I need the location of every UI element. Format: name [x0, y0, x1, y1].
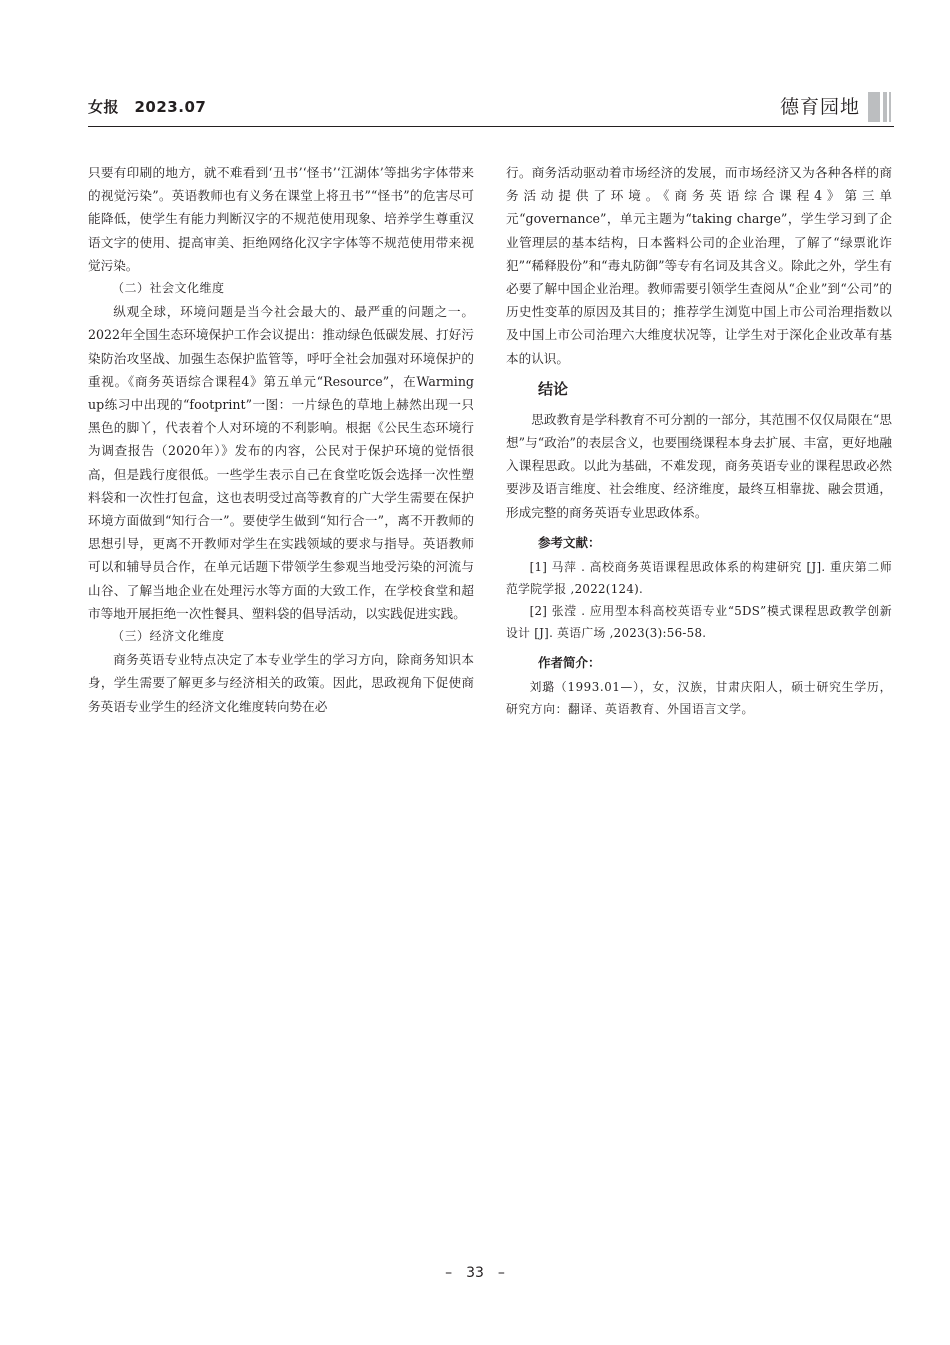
section-name: 德育园地 [779, 96, 860, 118]
page-number: – 33 – [445, 1265, 505, 1281]
header-decoration-bars [868, 92, 892, 122]
paragraph-continued: 只要有印刷的地方，就不难看到‘丑书’‘怪书’‘江湖体’等拙劣字体带来的视觉污染”。英语教师也有义务在课堂上将丑书”“怪书”的危害尽可能降低，使学生有能力判断汉字的不规范使用现象、培养学生尊重汉语文字的使用、提高审美、拒绝网络化汉字字体等不规范使用带来视觉污染。 [88, 165, 474, 273]
subheading-economic-culture: （三）经济文化维度 [112, 629, 225, 644]
header-divider [88, 126, 894, 127]
author-title: 作者简介： [538, 654, 601, 670]
page-header [88, 92, 894, 124]
reference-item: [2] 张滢 . 应用型本科高校英语专业“5DS”模式课程思政教学创新设计 [J]. 英语广场 ,2023(3):56-58. [506, 603, 892, 640]
left-column [88, 161, 474, 718]
paragraph-economic-culture: 商务英语专业特点决定了本专业学生的学习方向，除商务知识本身，学生需要了解更多与经济相关的政策。因此，思政视角下促使商务英语专业学生的经济文化维度转向势在必 [88, 652, 474, 714]
author-bio: 刘璐（1993.01—），女，汉族，甘肃庆阳人，硕士研究生学历，研究方向：翻译、英语教育、外国语言文学。 [506, 679, 892, 716]
conclusion-title: 结论 [538, 379, 569, 398]
paragraph-continued-right: 行。商务活动驱动着市场经济的发展，而市场经济又为各种各样的商务活动提供了环境。《商务英语综合课程4》第三单元“governance”，单元主题为“taking charge”，学生学习到了企业管理层的基本结构，日本酱料公司的企业治理，了解了“绿票讹诈犯”“稀释股份”和“毒丸防御”等专有名词及其含义。除此之外，学生有必要了解中国企业治理。教师需要引领学生查阅从“企业”到“公司”的历史性变革的原因及其目的；推荐学生浏览中国上市公司治理指数以及中国上市公司治理六大维度状况等，让学生对于深化企业改革有基本的认识。 [506, 165, 892, 366]
journal-issue: 女报 2023.07 [88, 98, 207, 116]
paragraph-social-culture: 纵观全球，环境问题是当今社会最大的、最严重的问题之一。2022年全国生态环境保护工作会议提出：推动绿色低碳发展、打好污染防治攻坚战、加强生态保护监管等，呼吁全社会加强对环境保护的重视。《商务英语综合课程4》第五单元“Resource”，在Warming up练习中出现的“footprint”一图：一片绿色的草地上赫然出现一只黑色的脚丫，代表着个人对环境的不利影响。根据《公民生态环境行为调查报告（2020年）》发布的内容，公民对于保护环境的觉悟很高，但是践行度很低。一些学生表示自己在食堂吃饭会选择一次性塑料袋和一次性打包盒，这也表明受过高等教育的广大学生需要在保护环境方面做到“知行合一”。要使学生做到“知行合一”，离不开教师的思想引导，更离不开教师对学生在实践领域的要求与指导。英语教师可以和辅导员合作，在单元话题下带领学生参观当地受污染的河流与山谷、了解当地企业在处理污水等方面的大致工作，在学校食堂和超市等地开展拒绝一次性餐具、塑料袋的倡导活动，以实践促进实践。 [88, 304, 474, 621]
subheading-social-culture: （二）社会文化维度 [112, 281, 225, 296]
references-title: 参考文献： [538, 534, 601, 550]
right-column [506, 161, 892, 720]
conclusion-paragraph: 思政教育是学科教育不可分割的一部分，其范围不仅仅局限在“思想”与“政治”的表层含义，也要围绕课程本身去扩展、丰富，更好地融入课程思政。以此为基础，不难发现，商务英语专业的课程思政必然要涉及语言维度、社会维度、经济维度，最终互相靠拢、融会贯通，形成完整的商务英语专业思政体系。 [506, 411, 892, 520]
reference-item: [1] 马萍 . 高校商务英语课程思政体系的构建研究 [J]. 重庆第二师范学院学报 ,2022(124). [506, 559, 892, 596]
